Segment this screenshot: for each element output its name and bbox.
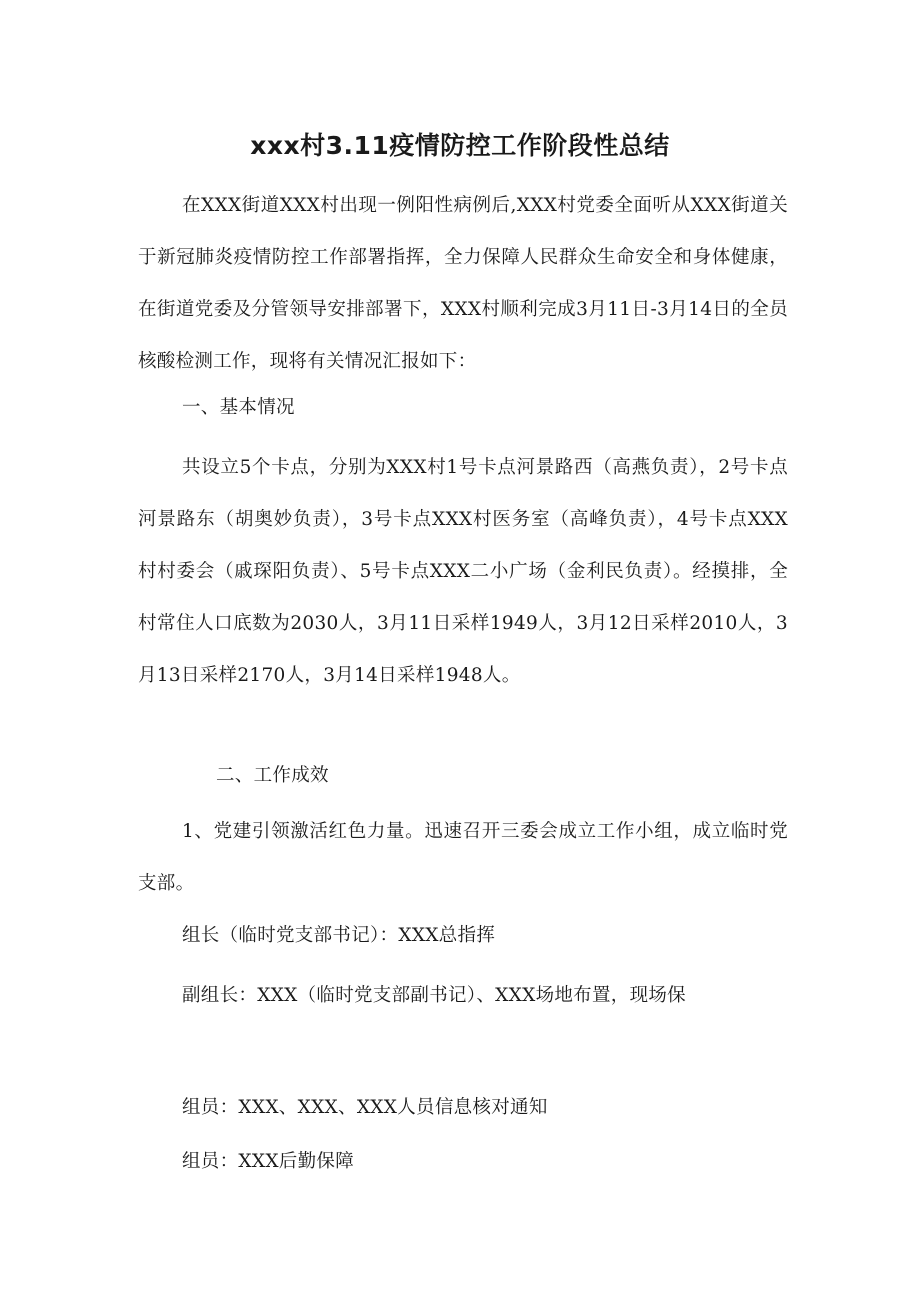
group-leader-line: 组长（临时党支部书记）：XXX总指挥 xyxy=(182,925,496,946)
document-title: xxx村3.11疫情防控工作阶段性总结 xyxy=(250,131,670,160)
section1-heading: 一、基本情况 xyxy=(182,397,295,418)
deputy-leader-line: 副组长：XXX（临时党支部副书记）、XXX场地布置，现场保 xyxy=(182,985,686,1006)
intro-paragraph: 在XXX街道XXX村出现一例阳性病例后,XXX村党委全面听从XXX街道关于新冠肺炎疫情防控工作部署指挥，全力保障人民群众生命安全和身体健康，在街道党委及分管领导安排部署下，XXX村顺利完成3月11日-3月14日的全员核酸检测工作，现将有关情况汇报如下： xyxy=(138,195,788,372)
member-line-2: 组员：XXX后勤保障 xyxy=(182,1151,355,1172)
item1-paragraph: 1、党建引领激活红色力量。迅速召开三委会成立工作小组，成立临时党支部。 xyxy=(138,821,788,894)
section1-paragraph: 共设立5个卡点，分别为XXX村1号卡点河景路西（高燕负责），2号卡点河景路东（胡奥妙负责），3号卡点XXX村医务室（高峰负责），4号卡点XXX村村委会（戚琛阳负责）、5号卡点XXX二小广场（金利民负责）。经摸排，全村常住人口底数为2030人，3月11日采样1949人，3月12日采样2010人，3月13日采样2170人，3月14日采样1948人。 xyxy=(138,457,788,686)
section2-heading: 二、工作成效 xyxy=(216,765,329,786)
member-line-1: 组员：XXX、XXX、XXX人员信息核对通知 xyxy=(182,1097,548,1118)
